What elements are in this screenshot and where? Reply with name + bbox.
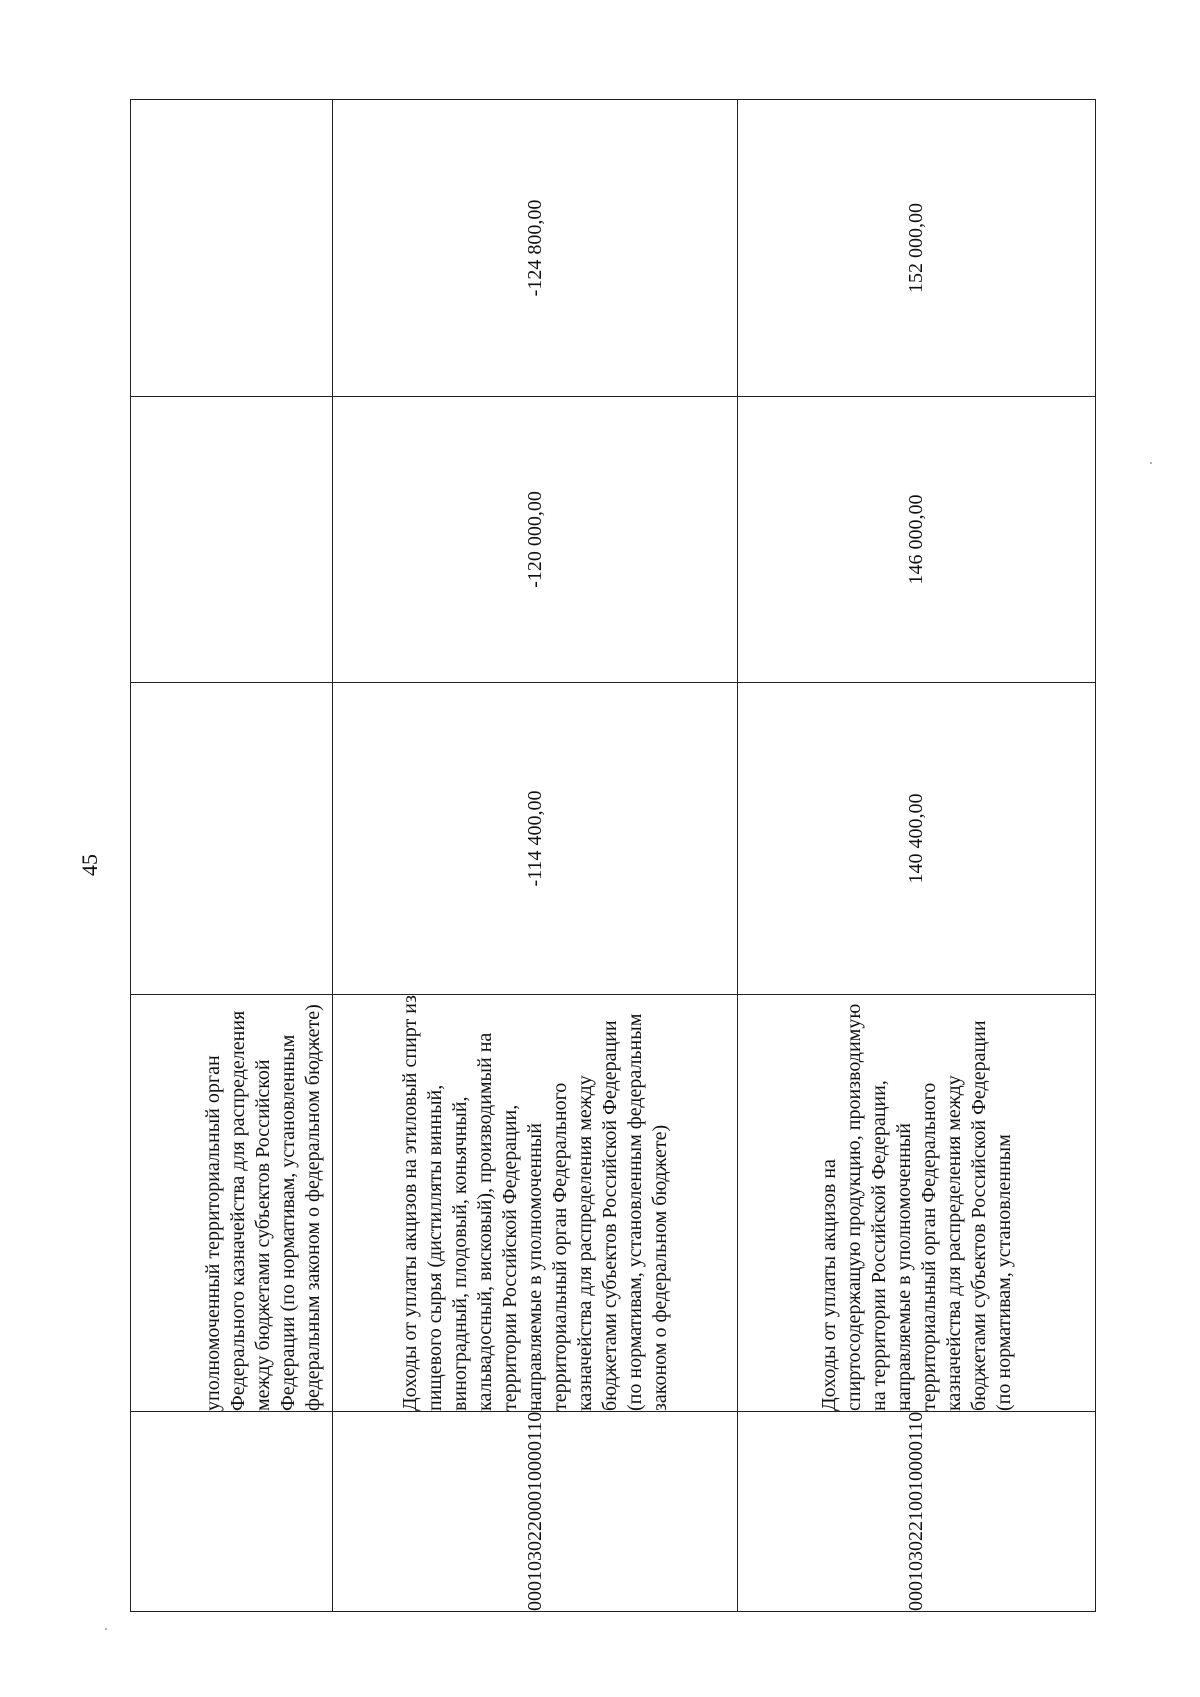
value-cell-3: 152 000,00 (738, 100, 1096, 397)
income-code-cell (131, 1412, 333, 1612)
scan-speck (105, 1628, 107, 1630)
value-cell-1: -114 400,00 (333, 683, 738, 995)
value-cell-2 (131, 397, 333, 683)
income-code-cell: 00010302200010000110 (333, 1412, 738, 1612)
value-cell-1 (131, 683, 333, 995)
income-code-cell: 00010302210010000110 (738, 1412, 1096, 1612)
budget-table-rotated (130, 100, 1095, 1612)
value-cell-3: -124 800,00 (333, 100, 738, 397)
value-cell-2: -120 000,00 (333, 397, 738, 683)
value-cell-3 (131, 100, 333, 397)
budget-table (130, 99, 1096, 1612)
page-number: 45 (77, 854, 102, 876)
scan-speck (1150, 462, 1152, 464)
income-name-cell: Доходы от уплаты акцизов на этиловый спирт из пищевого сырья (дистилляты винный, виноградный, плодовый, коньячный, кальвадосный, висковый), производимый на территории Российской Федерации, направляемые в уполномоченный территориальный орган Федерального казначейства для распределения между бюджетами субъектов Российской Федерации (по нормативам, установленным федеральным законом о федеральном бюджете) (333, 995, 738, 1412)
value-cell-1: 140 400,00 (738, 683, 1096, 995)
table-row (333, 100, 738, 1612)
value-cell-2: 146 000,00 (738, 397, 1096, 683)
income-name-cell: уполномоченный территориальный орган Федерального казначейства для распределения между бюджетами субъектов Российской Федерации (по нормативам, установленным федеральным законом о федеральном бюджете) (131, 995, 333, 1412)
table-row (738, 100, 1096, 1612)
table-row (131, 100, 333, 1612)
income-name-cell: Доходы от уплаты акцизов на спиртосодержащую продукцию, производимую на территории Российской Федерации, направляемые в уполномоченный территориальный орган Федерального казначейства для распределения между бюджетами субъектов Российской Федерации (по нормативам, установленным (738, 995, 1096, 1412)
